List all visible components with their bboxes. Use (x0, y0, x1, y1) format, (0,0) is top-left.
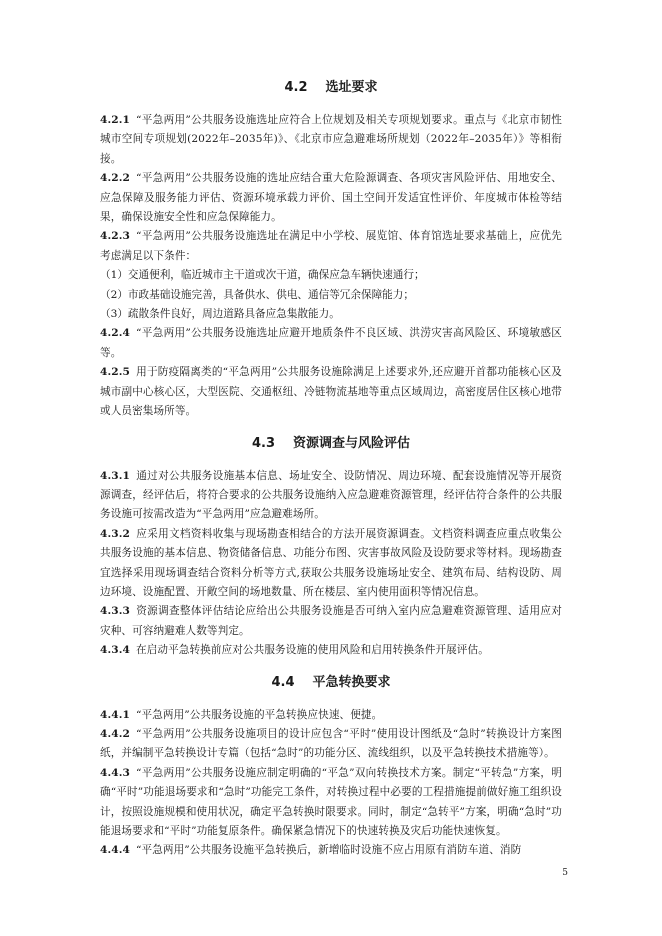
section-heading: 平急转换要求 (312, 674, 391, 690)
clause-text: 用于防疫隔离类的“平急两用”公共服务设施除满足上述要求外,还应避开首都功能核心区及城市副中心核心区，大型医院、交通枢纽、冷链物流基地等重点区域周边，高密度居住区核心地带或人员密集场所等。 (100, 366, 562, 418)
clause-4-3-2 (100, 525, 562, 603)
page-number: 5 (562, 868, 568, 878)
section-heading: 选址要求 (325, 80, 378, 95)
clause-number: 4.4.3 (100, 766, 130, 779)
clause-text: “平急两用”公共服务设施应制定明确的“平急”双向转换技术方案。制定“平转急”方案，明确“平时”功能退场要求和“急时”功能完工条件，对转换过程中必要的工程措施提前做好施工组织设计，按照设施规模和使用状况，确定平急转换时限要求。同时，制定“急转平”方案，明确“急时”功能退场要求和“平时”功能复原条件。确保紧急情况下的快速转换及灾后功能快速恢复。 (100, 766, 562, 837)
clause-number: 4.4.2 (100, 727, 130, 740)
section-number: 4.2 (284, 80, 308, 95)
clause-number: 4.3.4 (100, 644, 130, 657)
clause-number: 4.2.2 (100, 172, 130, 185)
list-item: （1）交通便利，临近城市主干道或次干道，确保应急车辆快速通行； (100, 269, 425, 282)
section-heading: 资源调查与风险评估 (293, 435, 411, 451)
clause-text: “平急两用”公共服务设施选址应避开地质条件不良区域、洪涝灾害高风险区、环境敏感区等。 (100, 327, 562, 359)
clause-4-2-3 (100, 227, 562, 266)
section-title-4-2 (100, 78, 562, 98)
section-number: 4.3 (251, 435, 275, 451)
clause-text: “平急两用”公共服务设施平急转换后，新增临时设施不应占用原有消防车道、消防 (136, 844, 522, 857)
page-content (100, 78, 562, 861)
clause-number: 4.3.2 (100, 527, 130, 540)
clause-number: 4.3.3 (100, 605, 130, 618)
clause-4-4-3 (100, 764, 562, 842)
list-item: （3）疏散条件良好，周边道路具备应急集散能力。 (100, 308, 340, 321)
clause-4-4-2 (100, 725, 562, 764)
list-item: （2）市政基础设施完善，具备供水、供电、通信等冗余保障能力； (100, 288, 414, 301)
clause-4-2-4 (100, 324, 562, 363)
clause-text: 在启动平急转换前应对公共服务设施的使用风险和启用转换条件开展评估。 (136, 644, 489, 657)
section-title-4-3 (100, 434, 562, 454)
clause-text: “平急两用”公共服务设施项目的设计应包含“平时”使用设计图纸及“急时”转换设计方案图纸，并编制平急转换设计专篇（包括“急时”的功能分区、流线组织，以及平急转换技术措施等）。 (100, 727, 562, 760)
clause-4-2-2 (100, 169, 562, 227)
clause-text: 通过对公共服务设施基本信息、场址安全、设防情况、周边环境、配套设施情况等开展资源调查，经评估后，将符合要求的公共服务设施纳入应急避难资源管理，经评估符合条件的公共服务设施可按需改造为“平急两用”应急避难场所。 (100, 469, 562, 521)
clause-number: 4.2.4 (100, 327, 130, 340)
clause-number: 4.4.4 (100, 844, 130, 857)
clause-number: 4.2.1 (100, 114, 130, 126)
clause-text: “平急两用”公共服务设施的平急转换应快速、便捷。 (136, 708, 383, 721)
section-number: 4.4 (271, 674, 295, 690)
clause-text: “平急两用”公共服务设施选址在满足中小学校、展览馆、体育馆选址要求基础上，应优先考虑满足以下条件： (100, 230, 562, 262)
clause-4-3-4 (100, 641, 562, 660)
clause-text: “平急两用”公共服务设施选址应符合上位规划及相关专项规划要求。重点与《北京市韧性城市空间专项规划(2022年–2035年)》、《北京市应急避难场所规划（2022年–2035年）》等相衔接。 (100, 114, 562, 165)
clause-4-2-1 (100, 111, 562, 169)
clause-4-2-5 (100, 363, 562, 421)
clause-number: 4.2.3 (100, 230, 130, 243)
section-title-4-4 (100, 673, 562, 693)
clause-4-3-1 (100, 467, 562, 525)
clause-4-3-3 (100, 602, 562, 641)
clause-text: “平急两用”公共服务设施的选址应结合重大危险源调查、各项灾害风险评估、用地安全、应急保障及服务能力评估、资源环境承载力评价、国土空间开发适宜性评价、年度城市体检等结果，确保设施安全性和应急保障能力。 (100, 172, 562, 224)
clause-text: 应采用文档资料收集与现场勘查相结合的方法开展资源调查。文档资料调查应重点收集公共服务设施的基本信息、物资储备信息、功能分布图、灾害事故风险及设防要求等材料。现场勘查宜选择采用现场调查结合资料分析等方式,获取公共服务设施场址安全、建筑布局、结构设防、周边环境、设施配置、开敞空间的场地数量、所在楼层、室内使用面积等情况信息。 (100, 527, 562, 598)
clause-4-4-1 (100, 706, 562, 725)
clause-number: 4.4.1 (100, 708, 130, 721)
clause-text: 资源调查整体评估结论应给出公共服务设施是否可纳入室内应急避难资源管理、适用应对灾种、可容纳避难人数等判定。 (100, 605, 562, 637)
clause-4-4-4 (100, 841, 562, 860)
clause-number: 4.2.5 (100, 366, 130, 379)
clause-number: 4.3.1 (100, 469, 130, 482)
